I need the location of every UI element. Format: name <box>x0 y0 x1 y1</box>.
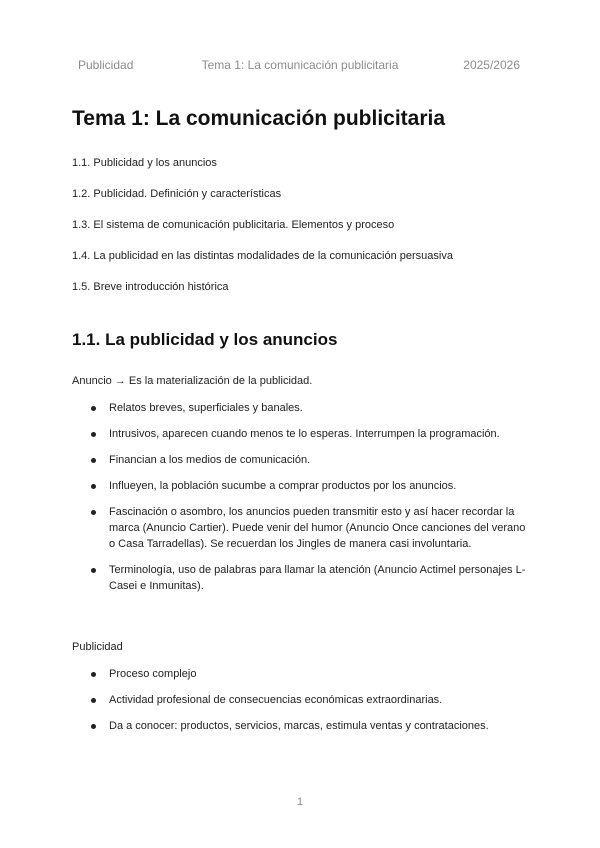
publicidad-bullet-list <box>72 666 532 744</box>
header-center: Tema 1: La comunicación publicitaria <box>201 58 399 72</box>
toc-item: 1.5. Breve introducción histórica <box>72 281 229 293</box>
page-number: 1 <box>296 796 304 808</box>
list-item: Proceso complejo <box>72 666 532 682</box>
list-item: Actividad profesional de consecuencias económicas extraordinarias. <box>72 692 532 708</box>
list-item: Influeyen, la población sucumbe a comprar productos por los anuncios. <box>72 478 532 494</box>
toc-item: 1.2. Publicidad. Definición y características <box>72 188 282 200</box>
toc-item: 1.1. Publicidad y los anuncios <box>72 157 217 169</box>
list-item: Financian a los medios de comunicación. <box>72 452 532 468</box>
header-left: Publicidad <box>78 58 134 72</box>
publicidad-intro: Publicidad <box>72 641 123 653</box>
list-item: Da a conocer: productos, servicios, marcas, estimula ventas y contrataciones. <box>72 718 532 734</box>
anuncio-intro: Anuncio → Es la materialización de la publicidad. <box>72 375 313 387</box>
toc-item: 1.4. La publicidad en las distintas modalidades de la comunicación persuasiva <box>72 250 453 262</box>
list-item: Relatos breves, superficiales y banales. <box>72 400 532 416</box>
section-heading: 1.1. La publicidad y los anuncios <box>72 330 338 349</box>
toc-item: 1.3. El sistema de comunicación publicitaria. Elementos y proceso <box>72 219 395 231</box>
page-title: Tema 1: La comunicación publicitaria <box>72 107 446 130</box>
anuncio-bullet-list <box>72 400 532 604</box>
list-item: Terminología, uso de palabras para llamar la atención (Anuncio Actimel personajes L-Casei e Inmunitas). <box>72 562 532 594</box>
list-item: Fascinación o asombro, los anuncios pueden transmitir esto y así hacer recordar la marca (Anuncio Cartier). Puede venir del humor (Anuncio Once canciones del verano o Casa Tarradellas). Se recuerdan los Jingles de manera casi involuntaria. <box>72 504 532 552</box>
header-right: 2025/2026 <box>463 58 520 72</box>
list-item: Intrusivos, aparecen cuando menos te lo esperas. Interrumpen la programación. <box>72 426 532 442</box>
table-of-contents <box>72 155 453 310</box>
